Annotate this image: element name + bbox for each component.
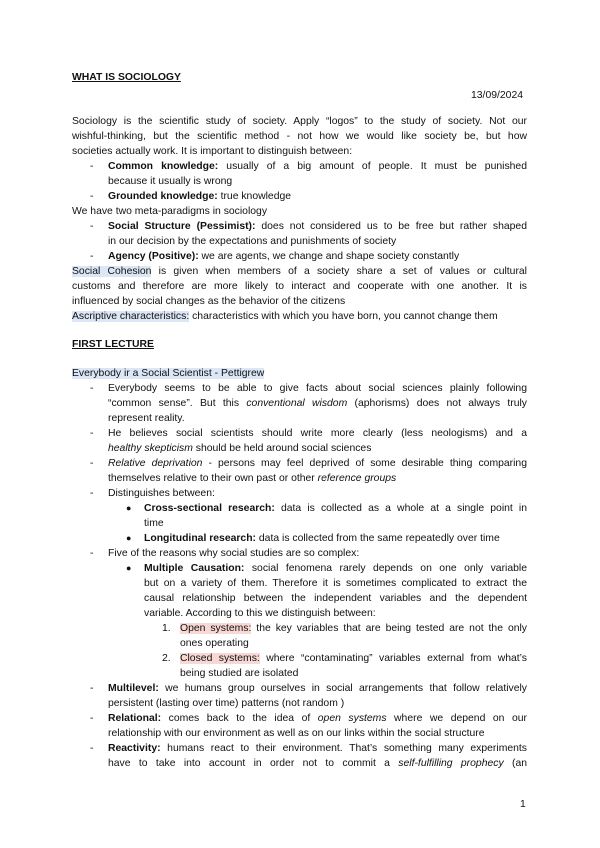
list-item-grounded-knowledge: Grounded knowledge: true knowledge [108,191,292,202]
dash-bullet: - [90,488,94,499]
social-cohesion-line-2: customs and therefore are more likely to interact and cooperate with one another. It is [72,281,527,292]
intro-line-3: societies actually work. It is important to distinguish between: [72,146,353,157]
numbered-marker: 2. [162,653,171,664]
social-cohesion-line-1: Social Cohesion is given when members of a society share a set of values or cultural [72,266,527,277]
dash-bullet: - [90,161,94,172]
highlight-term: Ascriptive characteristics: [72,311,190,322]
ascriptive-characteristics: Ascriptive characteristics: characteristics with which you have born, you cannot change them [72,311,498,322]
numbered-item-continuation: being studied are isolated [180,668,299,679]
social-cohesion-line-3: influenced by social changes as the behavior of the citizens [72,296,346,307]
point-write-clearly-line-2: healthy skepticism should be held around social sciences [108,443,372,454]
intro-line-2: wishful-thinking, but the scientific method - not how we would like society be, but how [72,131,527,142]
numbered-item-continuation: ones operating [180,638,249,649]
point-common-sense-line-3: represent reality. [108,413,185,424]
point-write-clearly-line-1: He believes social scientists should write more clearly (less neologisms) and a [108,428,527,439]
point-reactivity-line-1: Reactivity: humans react to their environment. That’s something many experiments [108,743,527,754]
highlight-term: Social Cohesion [72,266,152,277]
point-common-sense-line-1: Everybody seems to be able to give facts about social sciences plainly following [108,383,527,394]
list-item-continuation: in our decision by the expectations and punishments of society [108,236,397,247]
dash-bullet: - [90,191,94,202]
point-relative-deprivation-line-2: themselves relative to their own past or other reference groups [108,473,397,484]
point-multilevel-line-2: persistent (lasting over time) patterns (not random ) [108,698,345,709]
point-relational-line-1: Relational: comes back to the idea of open systems where we depend on our [108,713,527,724]
page-number: 1 [520,799,526,810]
highlight-term: Closed systems: [180,653,260,664]
point-relational-line-2: relationship with our environment as well as on our links within the social structure [108,728,485,739]
dot-bullet: ● [126,533,132,543]
point-multilevel-line-1: Multilevel: we humans group ourselves in social arrangements that follow relatively [108,683,527,694]
numbered-marker: 1. [162,623,171,634]
dash-bullet: - [90,683,94,694]
point-relative-deprivation-line-1: Relative deprivation - persons may feel deprived of some desirable thing comparing [108,458,527,469]
sub-item-multiple-causation-line-2: but on a variety of them. Therefore it is sometimes complicated to extract the [144,578,527,589]
list-item-common-knowledge: Common knowledge: usually of a big amount of people. It must be punished [108,161,527,172]
sub-item-cross-sectional: Cross-sectional research: data is collected as a whole at a single point in [144,503,528,514]
dash-bullet: - [90,221,94,232]
intro-line-1: Sociology is the scientific study of society. Apply “logos” to the study of society. Not our [72,116,527,127]
meta-paradigms-intro: We have two meta-paradigms in sociology [72,206,268,217]
dash-bullet: - [90,383,94,394]
numbered-item-open-systems: Open systems: the key variables that are being tested are not the only [180,623,528,634]
sub-item-multiple-causation-line-1: Multiple Causation: social fenomena rarely depends on one only variable [144,563,527,574]
highlight-term: Open systems: [180,623,252,634]
sub-item-multiple-causation-line-3: causal relationship between the independent variables and the dependent [144,593,527,604]
lecture-source: Everybody ir a Social Scientist - Pettigrew [72,368,265,379]
page-title: WHAT IS SOCIOLOGY [72,72,181,83]
dash-bullet: - [90,458,94,469]
point-common-sense-line-2: “common sense”. But this conventional wisdom (aphorisms) does not always truly [108,398,527,409]
sub-item-longitudinal: Longitudinal research: data is collected from the same repeatedly over time [144,533,500,544]
dash-bullet: - [90,713,94,724]
dash-bullet: - [90,548,94,559]
list-item-agency: Agency (Positive): we are agents, we change and shape society constantly [108,251,460,262]
dot-bullet: ● [126,503,132,513]
dot-bullet: ● [126,563,132,573]
dash-bullet: - [90,428,94,439]
section-title: FIRST LECTURE [72,339,154,350]
point-reactivity-line-2: have to take into account in order not to commit a self-fulfilling prophecy (an [108,758,528,769]
date: 13/09/2024 [471,90,524,101]
point-five-reasons: Five of the reasons why social studies are so complex: [108,548,360,559]
point-distinguishes: Distinguishes between: [108,488,215,499]
dash-bullet: - [90,743,94,754]
list-item-social-structure: Social Structure (Pessimist): does not considered us to be free but rather shaped [108,221,527,232]
list-item-continuation: because it usually is wrong [108,176,233,187]
numbered-item-closed-systems: Closed systems: where “contaminating” variables external from what’s [180,653,527,664]
dash-bullet: - [90,251,94,262]
sub-item-multiple-causation-line-4: variable. According to this we distinguish between: [144,608,376,619]
sub-item-continuation: time [144,518,164,529]
